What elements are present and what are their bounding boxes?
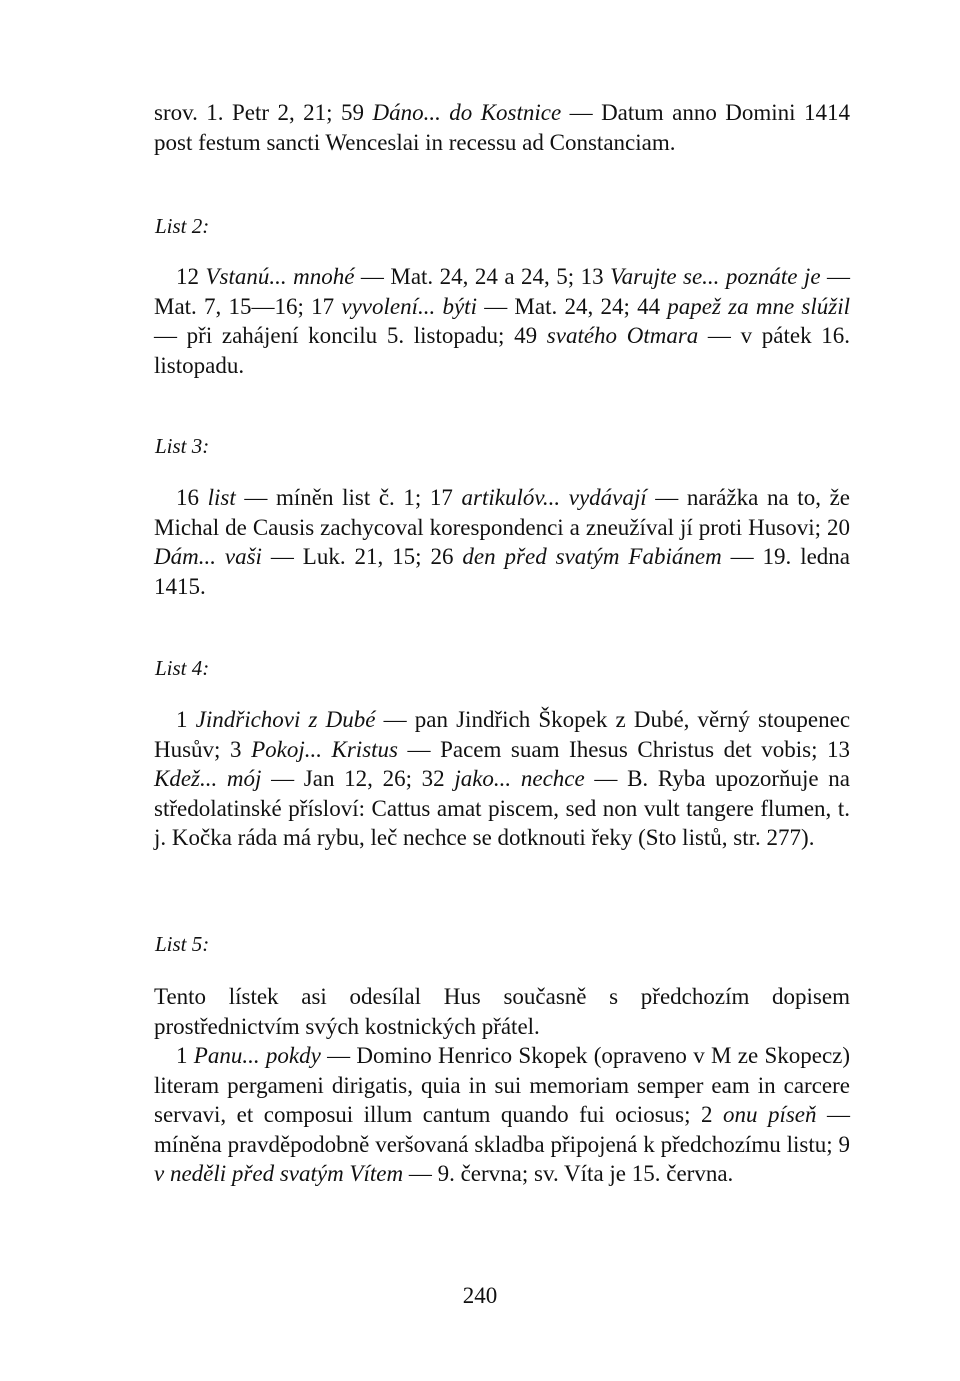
text-run: — Jan 12, 26; 32	[261, 766, 455, 791]
text-run: 16	[176, 485, 208, 510]
italic-run: den před svatým Fabiánem	[462, 544, 722, 569]
italic-run: Varujte se... poznáte je	[610, 264, 821, 289]
italic-run: v neděli před svatým Vítem	[154, 1161, 404, 1186]
intro-paragraph	[154, 98, 850, 157]
italic-run: Dáno... do Kostnice	[372, 100, 562, 125]
text-run: srov. 1. Petr 2, 21; 59	[154, 100, 373, 125]
note-paragraph	[154, 1041, 850, 1189]
text-run: 12	[176, 264, 206, 289]
italic-run: vyvolení... býti	[341, 293, 477, 319]
italic-run: Vstanú... mnohé	[205, 264, 355, 289]
italic-run: list	[207, 485, 236, 510]
italic-run: artikulóv... vydávají	[461, 485, 647, 510]
italic-run: papež za mne slúžil	[667, 293, 850, 319]
italic-run: Dám... vaši	[154, 544, 262, 569]
text-run: 1	[176, 1043, 194, 1068]
note-paragraph	[154, 982, 850, 1041]
section-body-list-4	[154, 705, 850, 853]
text-run: — Pacem suam Ihesus Christus det vobis; 13	[397, 736, 851, 762]
section-heading-list-2: List 2:	[155, 214, 210, 238]
text-run: — v pátek 16. listopadu.	[154, 323, 850, 378]
text-run: — 9. června; sv. Víta je 15. června.	[403, 1161, 734, 1186]
text-run: — 19. ledna 1415.	[154, 544, 851, 599]
text-run: — B. Ryba upozorňuje na středolatinské přísloví: Cattus amat piscem, sed non vult tangere flumen, t. j. Kočka ráda má rybu, leč nechce se dotknouti řeky (Sto listů, str. 277).	[154, 766, 850, 850]
text-run: — Mat. 24, 24; 44	[476, 293, 668, 319]
section-heading-list-3: List 3:	[155, 434, 210, 458]
text-run: — narážka na to, že Michal de Causis zachycoval korespondenci a zneužíval jí proti Husovi; 20	[154, 485, 850, 540]
section-body-list-5	[154, 982, 850, 1189]
note-paragraph	[154, 262, 850, 380]
italic-run: jako... nechce	[454, 766, 585, 791]
note-paragraph	[154, 483, 850, 601]
italic-run: svatého Otmara	[546, 323, 699, 348]
italic-run: Kdež... mój	[154, 766, 262, 791]
text-run: — Datum anno Domini 1414 post festum sancti Wenceslai in recessu ad Constanciam.	[154, 100, 850, 155]
text-run: — Mat. 7, 15—16; 17	[154, 264, 851, 319]
text-run: — Domino Henrico Skopek (opraveno v M ze Skopecz) literam pergameni dirigatis, quia in sui memoriam semper eam in carcere servavi, et composui illum cantum quando fui ociosus; 2	[154, 1043, 851, 1127]
section-heading-list-4: List 4:	[155, 656, 210, 680]
text-run: Tento lístek asi odesílal Hus současně s předchozím dopisem prostřednictvím svých kostnických přátel.	[154, 984, 850, 1039]
italic-run: Pokoj... Kristus	[251, 736, 398, 762]
text-run: — pan Jindřich Škopek z Dubé, věrný stoupenec Husův; 3	[154, 707, 851, 762]
section-body-list-3	[154, 483, 850, 601]
italic-run: onu píseň	[722, 1102, 817, 1127]
italic-run: Panu... pokdy	[193, 1043, 321, 1068]
text-run: 1	[176, 707, 196, 732]
section-body-list-2	[154, 262, 850, 380]
text-run: — míněna pravděpodobně veršovaná skladba připojená k předchozímu listu; 9	[154, 1102, 850, 1157]
section-heading-list-5: List 5:	[155, 932, 210, 956]
page-number: 240	[462, 1283, 498, 1308]
text-run: — při zahájení koncilu 5. listopadu; 49	[154, 323, 547, 348]
text-run: — Luk. 21, 15; 26	[261, 544, 463, 569]
italic-run: Jindřichovi z Dubé	[195, 707, 376, 732]
text-run: — míněn list č. 1; 17	[235, 485, 462, 510]
note-paragraph	[154, 705, 850, 853]
text-run: — Mat. 24, 24 a 24, 5; 13	[354, 264, 611, 289]
